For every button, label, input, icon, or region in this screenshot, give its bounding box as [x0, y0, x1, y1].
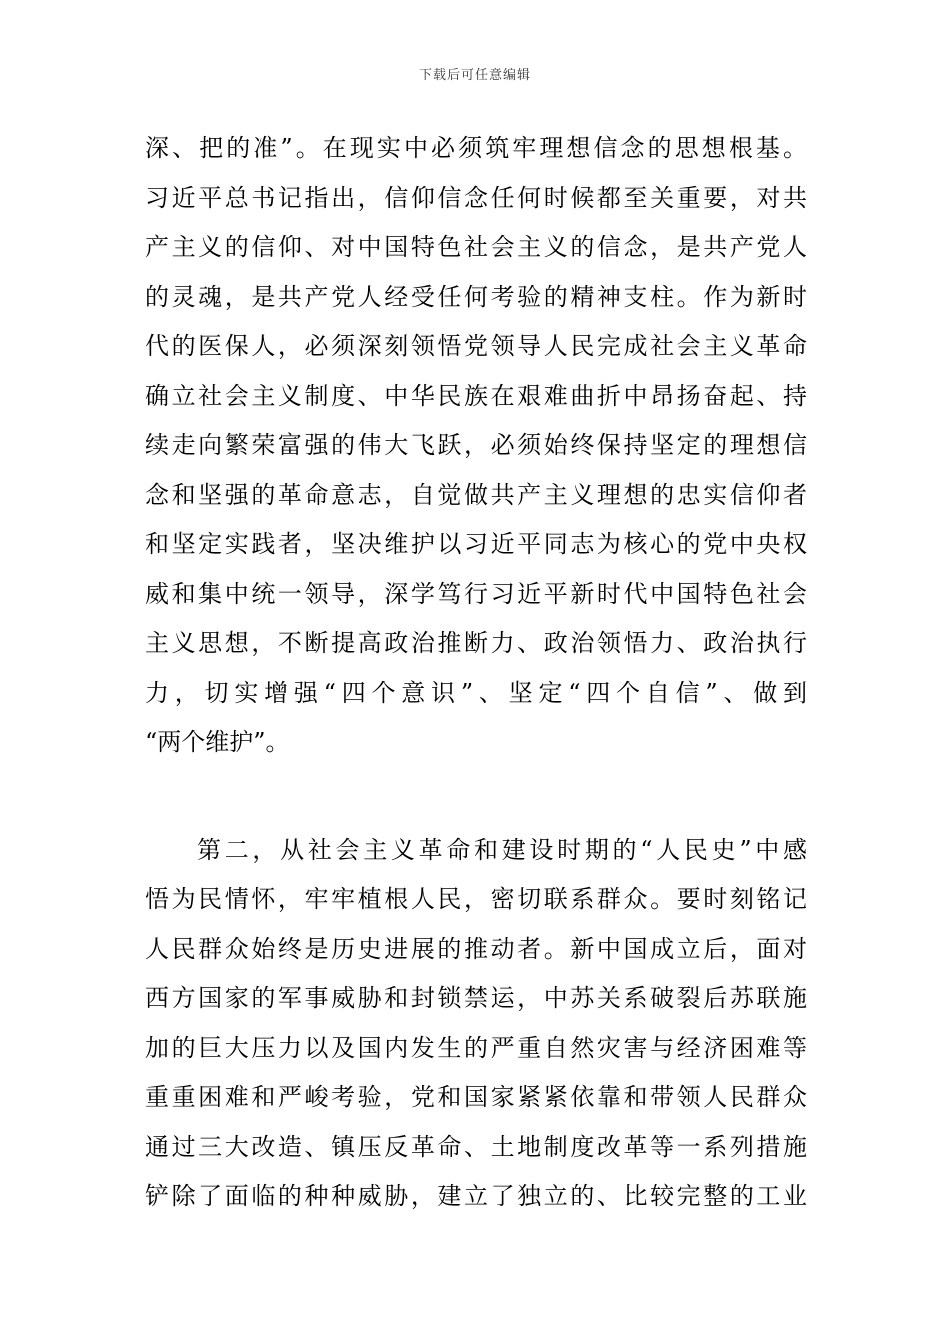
text-line: 西方国家的军事威胁和封锁禁运，中苏关系破裂后苏联施 — [145, 984, 807, 1012]
text-line: 续走向繁荣富强的伟大飞跃，必须始终保持坚定的理想信 — [145, 431, 807, 459]
text-line: 产主义的信仰、对中国特色社会主义的信念，是共产党人 — [145, 233, 807, 261]
text-line: 深、把的准”。在现实中必须筑牢理想信念的思想根基。 — [145, 134, 807, 162]
text-line: 第二，从社会主义革命和建设时期的“人民史”中感 — [197, 835, 807, 864]
text-line: 确立社会主义制度、中华民族在艰难曲折中昂扬奋起、持 — [145, 381, 807, 410]
paragraph-gap — [145, 768, 807, 826]
text-line: 和坚定实践者，坚决维护以习近平同志为核心的党中央权 — [145, 530, 807, 558]
text-line: 主义思想，不断提高政治推断力、政治领悟力、政治执行 — [145, 629, 807, 657]
text-line: 威和集中统一领导，深学笃行习近平新时代中国特色社会 — [145, 579, 807, 608]
text-line: 通过三大改造、镇压反革命、土地制度改革等一系列措施 — [145, 1132, 807, 1161]
text-line: 力，切实增强“四个意识”、坚定“四个自信”、做到 — [145, 678, 807, 707]
text-line: 铲除了面临的种种威胁，建立了独立的、比较完整的工业 — [145, 1182, 807, 1210]
text-line: 重重困难和严峻考验，党和国家紧紧依靠和带领人民群众 — [145, 1083, 807, 1111]
text-line: 悟为民情怀，牢牢植根人民，密切联系群众。要时刻铭记 — [145, 885, 807, 913]
text-line: “两个维护”。 — [145, 728, 290, 756]
paragraph-1 — [145, 124, 807, 768]
text-line: 的灵魂，是共产党人经受任何考验的精神支柱。作为新时 — [145, 282, 807, 311]
page-header: 下载后可任意编辑 — [418, 68, 531, 83]
text-line: 人民群众始终是历史进展的推动者。新中国成立后，面对 — [145, 934, 807, 963]
paragraph-2 — [145, 826, 807, 1222]
document-body — [145, 124, 807, 1222]
text-line: 念和坚强的革命意志，自觉做共产主义理想的忠实信仰者 — [145, 480, 807, 509]
text-line: 加的巨大压力以及国内发生的严重自然灾害与经济困难等 — [145, 1033, 807, 1062]
text-line: 习近平总书记指出，信仰信念任何时候都至关重要，对共 — [145, 183, 807, 212]
text-line: 代的医保人，必须深刻领悟党领导人民完成社会主义革命 — [145, 332, 807, 360]
